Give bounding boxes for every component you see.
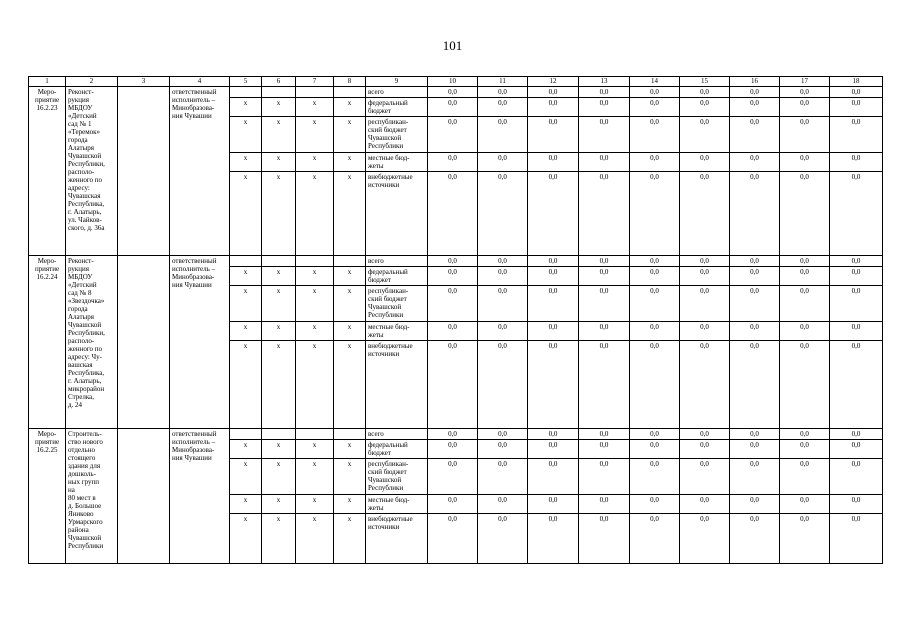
amount-value: 0,0 <box>528 495 579 514</box>
budget-code <box>230 87 262 98</box>
funding-source: внебюджетные источники <box>366 172 428 256</box>
amount-value: 0,0 <box>830 153 883 172</box>
measure-number: Меро- приятие 16.2.25 <box>29 429 66 564</box>
amount-value: 0,0 <box>780 429 830 440</box>
amount-value: 0,0 <box>780 440 830 459</box>
budget-code: х <box>230 514 262 564</box>
amount-value: 0,0 <box>730 172 780 256</box>
budget-code: х <box>334 459 366 495</box>
budget-code: х <box>262 440 296 459</box>
amount-value: 0,0 <box>579 341 630 429</box>
budget-code <box>334 429 366 440</box>
column-number: 14 <box>630 77 680 87</box>
budget-code: х <box>230 117 262 153</box>
amount-value: 0,0 <box>730 341 780 429</box>
amount-value: 0,0 <box>680 341 730 429</box>
budget-code: х <box>262 495 296 514</box>
budget-code: х <box>296 172 334 256</box>
column-number: 3 <box>118 77 170 87</box>
column-number: 9 <box>366 77 428 87</box>
budget-code <box>334 87 366 98</box>
amount-value: 0,0 <box>579 429 630 440</box>
funding-source: федеральный бюджет <box>366 98 428 117</box>
amount-value: 0,0 <box>680 267 730 286</box>
column-number: 7 <box>296 77 334 87</box>
budget-code: х <box>334 117 366 153</box>
budget-code: х <box>296 286 334 322</box>
column-number: 17 <box>780 77 830 87</box>
amount-value: 0,0 <box>528 440 579 459</box>
funding-source: местные бюд- жеты <box>366 153 428 172</box>
amount-value: 0,0 <box>528 153 579 172</box>
executor: ответственный исполнитель – Минобразова- ния Чувашии <box>170 87 230 256</box>
budget-code: х <box>296 267 334 286</box>
amount-value: 0,0 <box>780 495 830 514</box>
amount-value: 0,0 <box>730 429 780 440</box>
amount-value: 0,0 <box>478 495 528 514</box>
amount-value: 0,0 <box>630 286 680 322</box>
amount-value: 0,0 <box>428 495 478 514</box>
amount-value: 0,0 <box>478 256 528 267</box>
amount-value: 0,0 <box>428 172 478 256</box>
amount-value: 0,0 <box>528 514 579 564</box>
amount-value: 0,0 <box>478 286 528 322</box>
budget-code <box>296 87 334 98</box>
funding-source: республикан- ский бюджет Чувашской Республики <box>366 459 428 495</box>
budget-code: х <box>230 459 262 495</box>
amount-value: 0,0 <box>780 87 830 98</box>
amount-value: 0,0 <box>730 440 780 459</box>
amount-value: 0,0 <box>579 514 630 564</box>
budget-code: х <box>334 286 366 322</box>
amount-value: 0,0 <box>630 495 680 514</box>
funding-source: федеральный бюджет <box>366 267 428 286</box>
column-number: 18 <box>830 77 883 87</box>
amount-value: 0,0 <box>428 117 478 153</box>
column-number: 16 <box>730 77 780 87</box>
amount-value: 0,0 <box>630 117 680 153</box>
column-number: 8 <box>334 77 366 87</box>
budget-code: х <box>230 172 262 256</box>
amount-value: 0,0 <box>528 117 579 153</box>
amount-value: 0,0 <box>730 495 780 514</box>
amount-value: 0,0 <box>528 87 579 98</box>
amount-value: 0,0 <box>528 341 579 429</box>
amount-value: 0,0 <box>730 87 780 98</box>
measure-description: Реконст- рукция МБДОУ «Детский сад № 8 «Звездочка» города Алатыря Чувашской Республики, располо- женного по адресу: Чу- вашская Республика, г. Алатырь, микрорайон Стрелка, д. 24 <box>66 256 118 429</box>
amount-value: 0,0 <box>780 153 830 172</box>
amount-value: 0,0 <box>830 256 883 267</box>
budget-code: х <box>262 459 296 495</box>
amount-value: 0,0 <box>780 98 830 117</box>
amount-value: 0,0 <box>780 514 830 564</box>
amount-value: 0,0 <box>428 341 478 429</box>
column-number: 11 <box>478 77 528 87</box>
column-number: 4 <box>170 77 230 87</box>
amount-value: 0,0 <box>528 98 579 117</box>
executor: ответственный исполнитель – Минобразова- ния Чувашии <box>170 429 230 564</box>
amount-value: 0,0 <box>478 514 528 564</box>
amount-value: 0,0 <box>830 429 883 440</box>
amount-value: 0,0 <box>630 153 680 172</box>
amount-value: 0,0 <box>579 98 630 117</box>
budget-code <box>296 429 334 440</box>
amount-value: 0,0 <box>428 256 478 267</box>
amount-value: 0,0 <box>428 286 478 322</box>
funding-source: всего <box>366 256 428 267</box>
amount-value: 0,0 <box>630 440 680 459</box>
budget-code: х <box>262 286 296 322</box>
budget-code: х <box>334 153 366 172</box>
amount-value: 0,0 <box>730 322 780 341</box>
budget-code: х <box>230 322 262 341</box>
funding-source: всего <box>366 429 428 440</box>
amount-value: 0,0 <box>730 256 780 267</box>
amount-value: 0,0 <box>428 514 478 564</box>
budget-code: х <box>262 267 296 286</box>
amount-value: 0,0 <box>830 322 883 341</box>
table-row <box>29 429 883 440</box>
amount-value: 0,0 <box>630 459 680 495</box>
amount-value: 0,0 <box>428 440 478 459</box>
amount-value: 0,0 <box>680 440 730 459</box>
budget-code: х <box>262 98 296 117</box>
amount-value: 0,0 <box>830 495 883 514</box>
measure-number: Меро- приятие 16.2.23 <box>29 87 66 256</box>
amount-value: 0,0 <box>528 267 579 286</box>
table-row <box>29 87 883 98</box>
funding-source: местные бюд- жеты <box>366 322 428 341</box>
budget-code: х <box>262 514 296 564</box>
amount-value: 0,0 <box>730 117 780 153</box>
amount-value: 0,0 <box>680 459 730 495</box>
amount-value: 0,0 <box>630 322 680 341</box>
budget-code: х <box>230 286 262 322</box>
amount-value: 0,0 <box>579 153 630 172</box>
amount-value: 0,0 <box>780 322 830 341</box>
amount-value: 0,0 <box>730 153 780 172</box>
budget-code: х <box>262 341 296 429</box>
column-number: 2 <box>66 77 118 87</box>
budget-code: х <box>296 117 334 153</box>
amount-value: 0,0 <box>730 459 780 495</box>
amount-value: 0,0 <box>730 286 780 322</box>
amount-value: 0,0 <box>680 514 730 564</box>
amount-value: 0,0 <box>630 87 680 98</box>
column-number: 6 <box>262 77 296 87</box>
budget-table <box>28 76 883 564</box>
amount-value: 0,0 <box>478 87 528 98</box>
amount-value: 0,0 <box>478 341 528 429</box>
measure-number: Меро- приятие 16.2.24 <box>29 256 66 429</box>
budget-code <box>230 256 262 267</box>
amount-value: 0,0 <box>780 286 830 322</box>
amount-value: 0,0 <box>478 429 528 440</box>
amount-value: 0,0 <box>428 429 478 440</box>
amount-value: 0,0 <box>630 514 680 564</box>
executor: ответственный исполнитель – Минобразова- ния Чувашии <box>170 256 230 429</box>
budget-code: х <box>296 459 334 495</box>
budget-code: х <box>230 153 262 172</box>
column-number: 15 <box>680 77 730 87</box>
budget-code: х <box>296 98 334 117</box>
budget-code: х <box>334 172 366 256</box>
budget-code: х <box>334 267 366 286</box>
funding-source: республикан- ский бюджет Чувашской Республики <box>366 286 428 322</box>
amount-value: 0,0 <box>528 429 579 440</box>
amount-value: 0,0 <box>830 341 883 429</box>
amount-value: 0,0 <box>780 172 830 256</box>
budget-code: х <box>230 98 262 117</box>
amount-value: 0,0 <box>528 322 579 341</box>
amount-value: 0,0 <box>478 459 528 495</box>
amount-value: 0,0 <box>830 117 883 153</box>
empty-cell <box>118 87 170 256</box>
amount-value: 0,0 <box>830 459 883 495</box>
budget-code: х <box>296 495 334 514</box>
amount-value: 0,0 <box>680 172 730 256</box>
budget-code: х <box>262 117 296 153</box>
amount-value: 0,0 <box>680 87 730 98</box>
amount-value: 0,0 <box>680 429 730 440</box>
funding-source: внебюджетные источники <box>366 341 428 429</box>
budget-code <box>230 429 262 440</box>
amount-value: 0,0 <box>478 117 528 153</box>
amount-value: 0,0 <box>428 87 478 98</box>
amount-value: 0,0 <box>579 495 630 514</box>
amount-value: 0,0 <box>478 440 528 459</box>
amount-value: 0,0 <box>780 256 830 267</box>
page-number: 101 <box>442 38 463 53</box>
amount-value: 0,0 <box>579 117 630 153</box>
column-number: 13 <box>579 77 630 87</box>
amount-value: 0,0 <box>680 98 730 117</box>
amount-value: 0,0 <box>830 87 883 98</box>
empty-cell <box>118 429 170 564</box>
amount-value: 0,0 <box>830 98 883 117</box>
amount-value: 0,0 <box>680 286 730 322</box>
measure-description: Строитель- ство нового отдельно стоящего здания для дошколь- ных групп на 80 мест в д. Большое Яниково Урмарского района Чувашской Республики <box>66 429 118 564</box>
amount-value: 0,0 <box>630 98 680 117</box>
amount-value: 0,0 <box>579 440 630 459</box>
budget-code: х <box>230 267 262 286</box>
amount-value: 0,0 <box>830 267 883 286</box>
column-number: 12 <box>528 77 579 87</box>
budget-code: х <box>334 495 366 514</box>
budget-code: х <box>296 322 334 341</box>
amount-value: 0,0 <box>680 117 730 153</box>
amount-value: 0,0 <box>428 322 478 341</box>
amount-value: 0,0 <box>579 172 630 256</box>
budget-code: х <box>230 341 262 429</box>
budget-code <box>296 256 334 267</box>
column-number: 1 <box>29 77 66 87</box>
budget-code: х <box>334 98 366 117</box>
amount-value: 0,0 <box>428 98 478 117</box>
budget-code: х <box>296 153 334 172</box>
amount-value: 0,0 <box>579 459 630 495</box>
amount-value: 0,0 <box>579 286 630 322</box>
budget-code: х <box>296 440 334 459</box>
budget-code: х <box>334 322 366 341</box>
amount-value: 0,0 <box>528 256 579 267</box>
empty-cell <box>118 256 170 429</box>
budget-code: х <box>334 514 366 564</box>
budget-code: х <box>296 341 334 429</box>
amount-value: 0,0 <box>478 267 528 286</box>
amount-value: 0,0 <box>730 98 780 117</box>
amount-value: 0,0 <box>630 267 680 286</box>
amount-value: 0,0 <box>680 322 730 341</box>
amount-value: 0,0 <box>780 459 830 495</box>
amount-value: 0,0 <box>730 514 780 564</box>
budget-code: х <box>334 341 366 429</box>
budget-code: х <box>230 440 262 459</box>
amount-value: 0,0 <box>579 267 630 286</box>
budget-code <box>334 256 366 267</box>
amount-value: 0,0 <box>630 429 680 440</box>
amount-value: 0,0 <box>630 256 680 267</box>
funding-source: федеральный бюджет <box>366 440 428 459</box>
amount-value: 0,0 <box>630 341 680 429</box>
amount-value: 0,0 <box>528 286 579 322</box>
amount-value: 0,0 <box>780 117 830 153</box>
amount-value: 0,0 <box>579 87 630 98</box>
amount-value: 0,0 <box>830 514 883 564</box>
budget-code: х <box>334 440 366 459</box>
amount-value: 0,0 <box>830 172 883 256</box>
column-number: 10 <box>428 77 478 87</box>
funding-source: всего <box>366 87 428 98</box>
amount-value: 0,0 <box>830 440 883 459</box>
budget-code: х <box>262 322 296 341</box>
column-number-row <box>29 77 883 87</box>
amount-value: 0,0 <box>630 172 680 256</box>
budget-code: х <box>230 495 262 514</box>
amount-value: 0,0 <box>579 322 630 341</box>
budget-code: х <box>262 153 296 172</box>
amount-value: 0,0 <box>830 286 883 322</box>
budget-code: х <box>296 514 334 564</box>
amount-value: 0,0 <box>428 459 478 495</box>
funding-source: местные бюд- жеты <box>366 495 428 514</box>
amount-value: 0,0 <box>478 98 528 117</box>
budget-code: х <box>262 172 296 256</box>
budget-code <box>262 256 296 267</box>
amount-value: 0,0 <box>730 267 780 286</box>
amount-value: 0,0 <box>680 256 730 267</box>
funding-source: республикан- ский бюджет Чувашской Республики <box>366 117 428 153</box>
table-row <box>29 256 883 267</box>
budget-code <box>262 87 296 98</box>
measure-description: Реконст- рукция МБДОУ «Детский сад № 1 «Теремок» города Алатыря Чувашской Республики, располо- женного по адресу: Чувашская Республика, г. Алатырь, ул. Чайков- ского, д. 36а <box>66 87 118 256</box>
amount-value: 0,0 <box>528 459 579 495</box>
column-number: 5 <box>230 77 262 87</box>
amount-value: 0,0 <box>478 153 528 172</box>
amount-value: 0,0 <box>528 172 579 256</box>
amount-value: 0,0 <box>680 153 730 172</box>
amount-value: 0,0 <box>428 153 478 172</box>
amount-value: 0,0 <box>780 267 830 286</box>
funding-source: внебюджетные источники <box>366 514 428 564</box>
amount-value: 0,0 <box>478 172 528 256</box>
amount-value: 0,0 <box>579 256 630 267</box>
amount-value: 0,0 <box>680 495 730 514</box>
amount-value: 0,0 <box>780 341 830 429</box>
amount-value: 0,0 <box>428 267 478 286</box>
amount-value: 0,0 <box>478 322 528 341</box>
budget-code <box>262 429 296 440</box>
